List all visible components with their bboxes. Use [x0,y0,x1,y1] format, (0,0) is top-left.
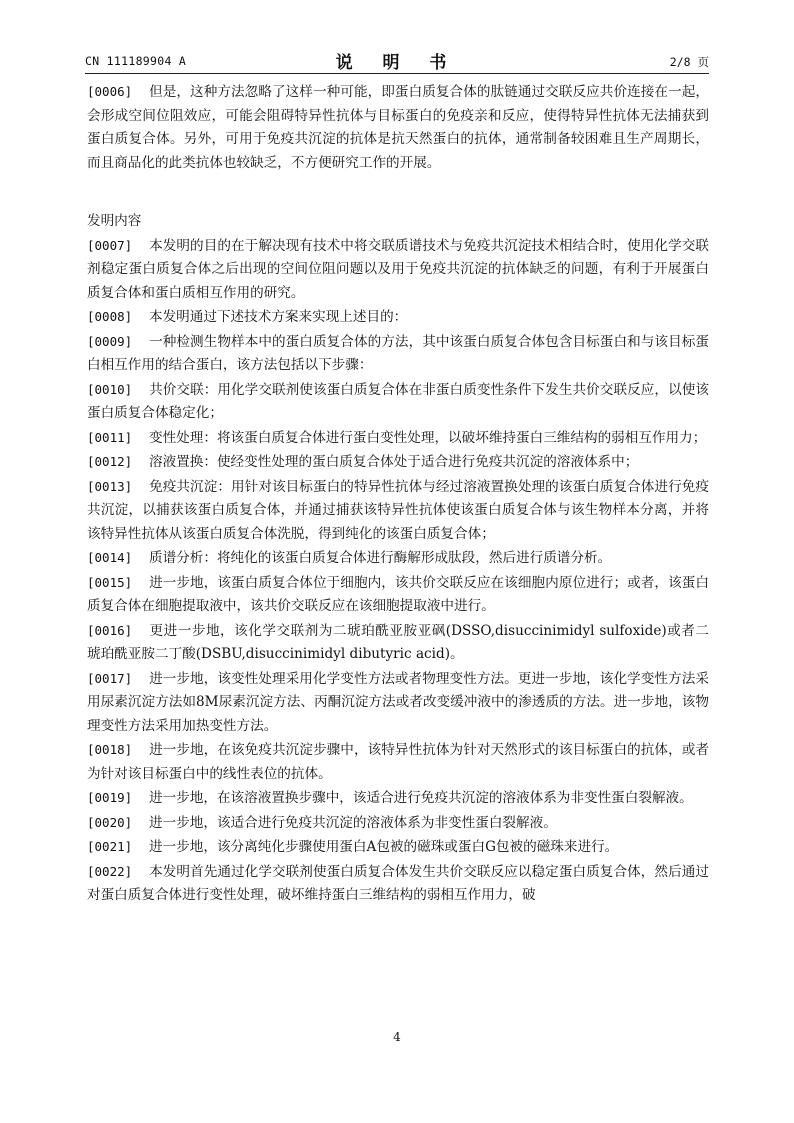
paragraph-text: 进一步地，该分离纯化步骤使用蛋白A包被的磁珠或蛋白G包被的磁珠来进行。 [149,839,619,855]
document-title: 说 明 书 [335,53,459,73]
paragraph-0009 [87,330,709,378]
paragraph-number: [0019] [87,790,133,805]
paragraph-text: 质谱分析：将纯化的该蛋白质复合体进行酶解形成肽段，然后进行质谱分析。 [149,550,612,566]
paragraph-0012 [87,450,709,475]
publication-number: CN 111189904 A [85,54,187,68]
paragraph-text: 免疫共沉淀：用针对该目标蛋白的特异性抗体与经过溶液置换处理的该蛋白质复合体进行免疫共沉淀，以捕获该蛋白质复合体，并通过捕获该特异性抗体使该蛋白质复合体与该生物样本分离，并将该特异性抗体从该蛋白质复合体洗脱，得到纯化的该蛋白质复合体； [87,478,709,542]
paragraph-number: [0018] [87,742,133,757]
paragraph-text: 一种检测生物样本中的蛋白质复合体的方法，其中该蛋白质复合体包含目标蛋白和与该目标蛋白相互作用的结合蛋白，该方法包括以下步骤： [87,333,709,373]
paragraph-number: [0022] [87,863,133,879]
paragraph-text: 进一步地，该蛋白质复合体位于细胞内，该共价交联反应在该细胞内原位进行；或者，该蛋白质复合体在细胞提取液中，该共价交联反应在该细胞提取液中进行。 [87,574,709,614]
paragraph-0014 [87,546,709,571]
paragraph-0006 [87,80,709,175]
paragraph-text: 进一步地，在该免疫共沉淀步骤中，该特异性抗体为针对天然形式的该目标蛋白的抗体，或者为针对该目标蛋白中的线性表位的抗体。 [87,742,709,782]
paragraph-number: [0021] [87,839,133,854]
paragraph-0022 [87,860,709,908]
paragraph-number: [0017] [87,670,133,686]
header-rule [85,73,709,74]
paragraph-number: [0020] [87,814,133,830]
paragraph-text: 但是，这种方法忽略了这样一种可能，即蛋白质复合体的肽链通过交联反应共价连接在一起，会形成空间位阻效应，可能会阻碍特异性抗体与目标蛋白的免疫亲和反应，使得特异性抗体无法捕获到蛋白质复合体。另外，可用于免疫共沉淀的抗体是抗天然蛋白的抗体，通常制备较困难且生产周期长，而且商品化的此类抗体也较缺乏，不方便研究工作的开展。 [87,84,709,171]
section-heading: 发明内容 [87,213,142,229]
paragraph-text: 共价交联：用化学交联剂使该蛋白质复合体在非蛋白质变性条件下发生共价交联反应，以使该蛋白质复合体稳定化； [87,381,709,421]
paragraph-number: [0016] [87,622,133,638]
paragraph-0008 [87,305,709,330]
paragraph-text: 本发明通过下述技术方案来实现上述目的： [149,309,408,325]
paragraph-0020 [87,811,709,836]
paragraph-0019 [87,786,709,811]
paragraph-text: 变性处理：将该蛋白质复合体进行蛋白变性处理，以破坏维持蛋白三维结构的弱相互作用力； [149,429,707,446]
paragraph-number: [0011] [87,429,133,445]
document-body [87,80,709,908]
paragraph-number: [0014] [87,550,133,565]
paragraph-0017 [87,667,709,739]
paragraph-number: [0008] [87,309,133,324]
paragraph-number: [0010] [87,381,133,397]
paragraph-text: 进一步地，该变性处理采用化学变性方法或者物理变性方法。更进一步地，该化学变性方法采用尿素沉淀方法如8M尿素沉淀方法、丙酮沉淀方法或者改变缓冲液中的渗透质的方法。进一步地，该物理变性方法采用加热变性方法。 [87,670,709,734]
paragraph-0018 [87,738,709,786]
paragraph-0013 [87,475,709,547]
paragraph-number: [0009] [87,333,133,349]
paragraph-0007 [87,234,709,306]
paragraph-text: 本发明的目的在于解决现有技术中将交联质谱技术与免疫共沉淀技术相结合时，使用化学交联剂稳定蛋白质复合体之后出现的空间位阻问题以及用于免疫共沉淀的抗体缺乏的问题，有利于开展蛋白质复合体和蛋白质相互作用的研究。 [87,237,709,301]
page-info: 2/8 页 [669,55,709,69]
paragraph-text: 进一步地，该适合进行免疫共沉淀的溶液体系为非变性蛋白裂解液。 [149,814,557,831]
paragraph-number: [0013] [87,478,133,494]
paragraph-text: 进一步地，在该溶液置换步骤中，该适合进行免疫共沉淀的溶液体系为非变性蛋白裂解液。 [149,790,693,806]
paragraph-number: [0007] [87,237,133,253]
paragraph-0010 [87,378,709,426]
paragraph-text: 更进一步地，该化学交联剂为二琥珀酰亚胺亚砜(DSSO,disuccinimidyl sulfoxide)或者二琥珀酰亚胺二丁酸(DSBU,disuccinimidyl dibutyric acid)。 [87,622,709,662]
paragraph-0015 [87,571,709,619]
page-number: 4 [393,1030,401,1044]
paragraph-0016 [87,619,709,667]
paragraph-0021 [87,835,709,860]
paragraph-number: [0012] [87,454,133,469]
paragraph-text: 溶液置换：使经变性处理的蛋白质复合体处于适合进行免疫共沉淀的溶液体系中； [149,454,639,470]
paragraph-0011 [87,426,709,451]
paragraph-number: [0006] [87,84,133,99]
paragraph-text: 本发明首先通过化学交联剂使蛋白质复合体发生共价交联反应以稳定蛋白质复合体，然后通过对蛋白质复合体进行变性处理，破坏维持蛋白三维结构的弱相互作用力，破 [87,863,709,903]
page-header [85,48,709,72]
paragraph-number: [0015] [87,574,133,590]
